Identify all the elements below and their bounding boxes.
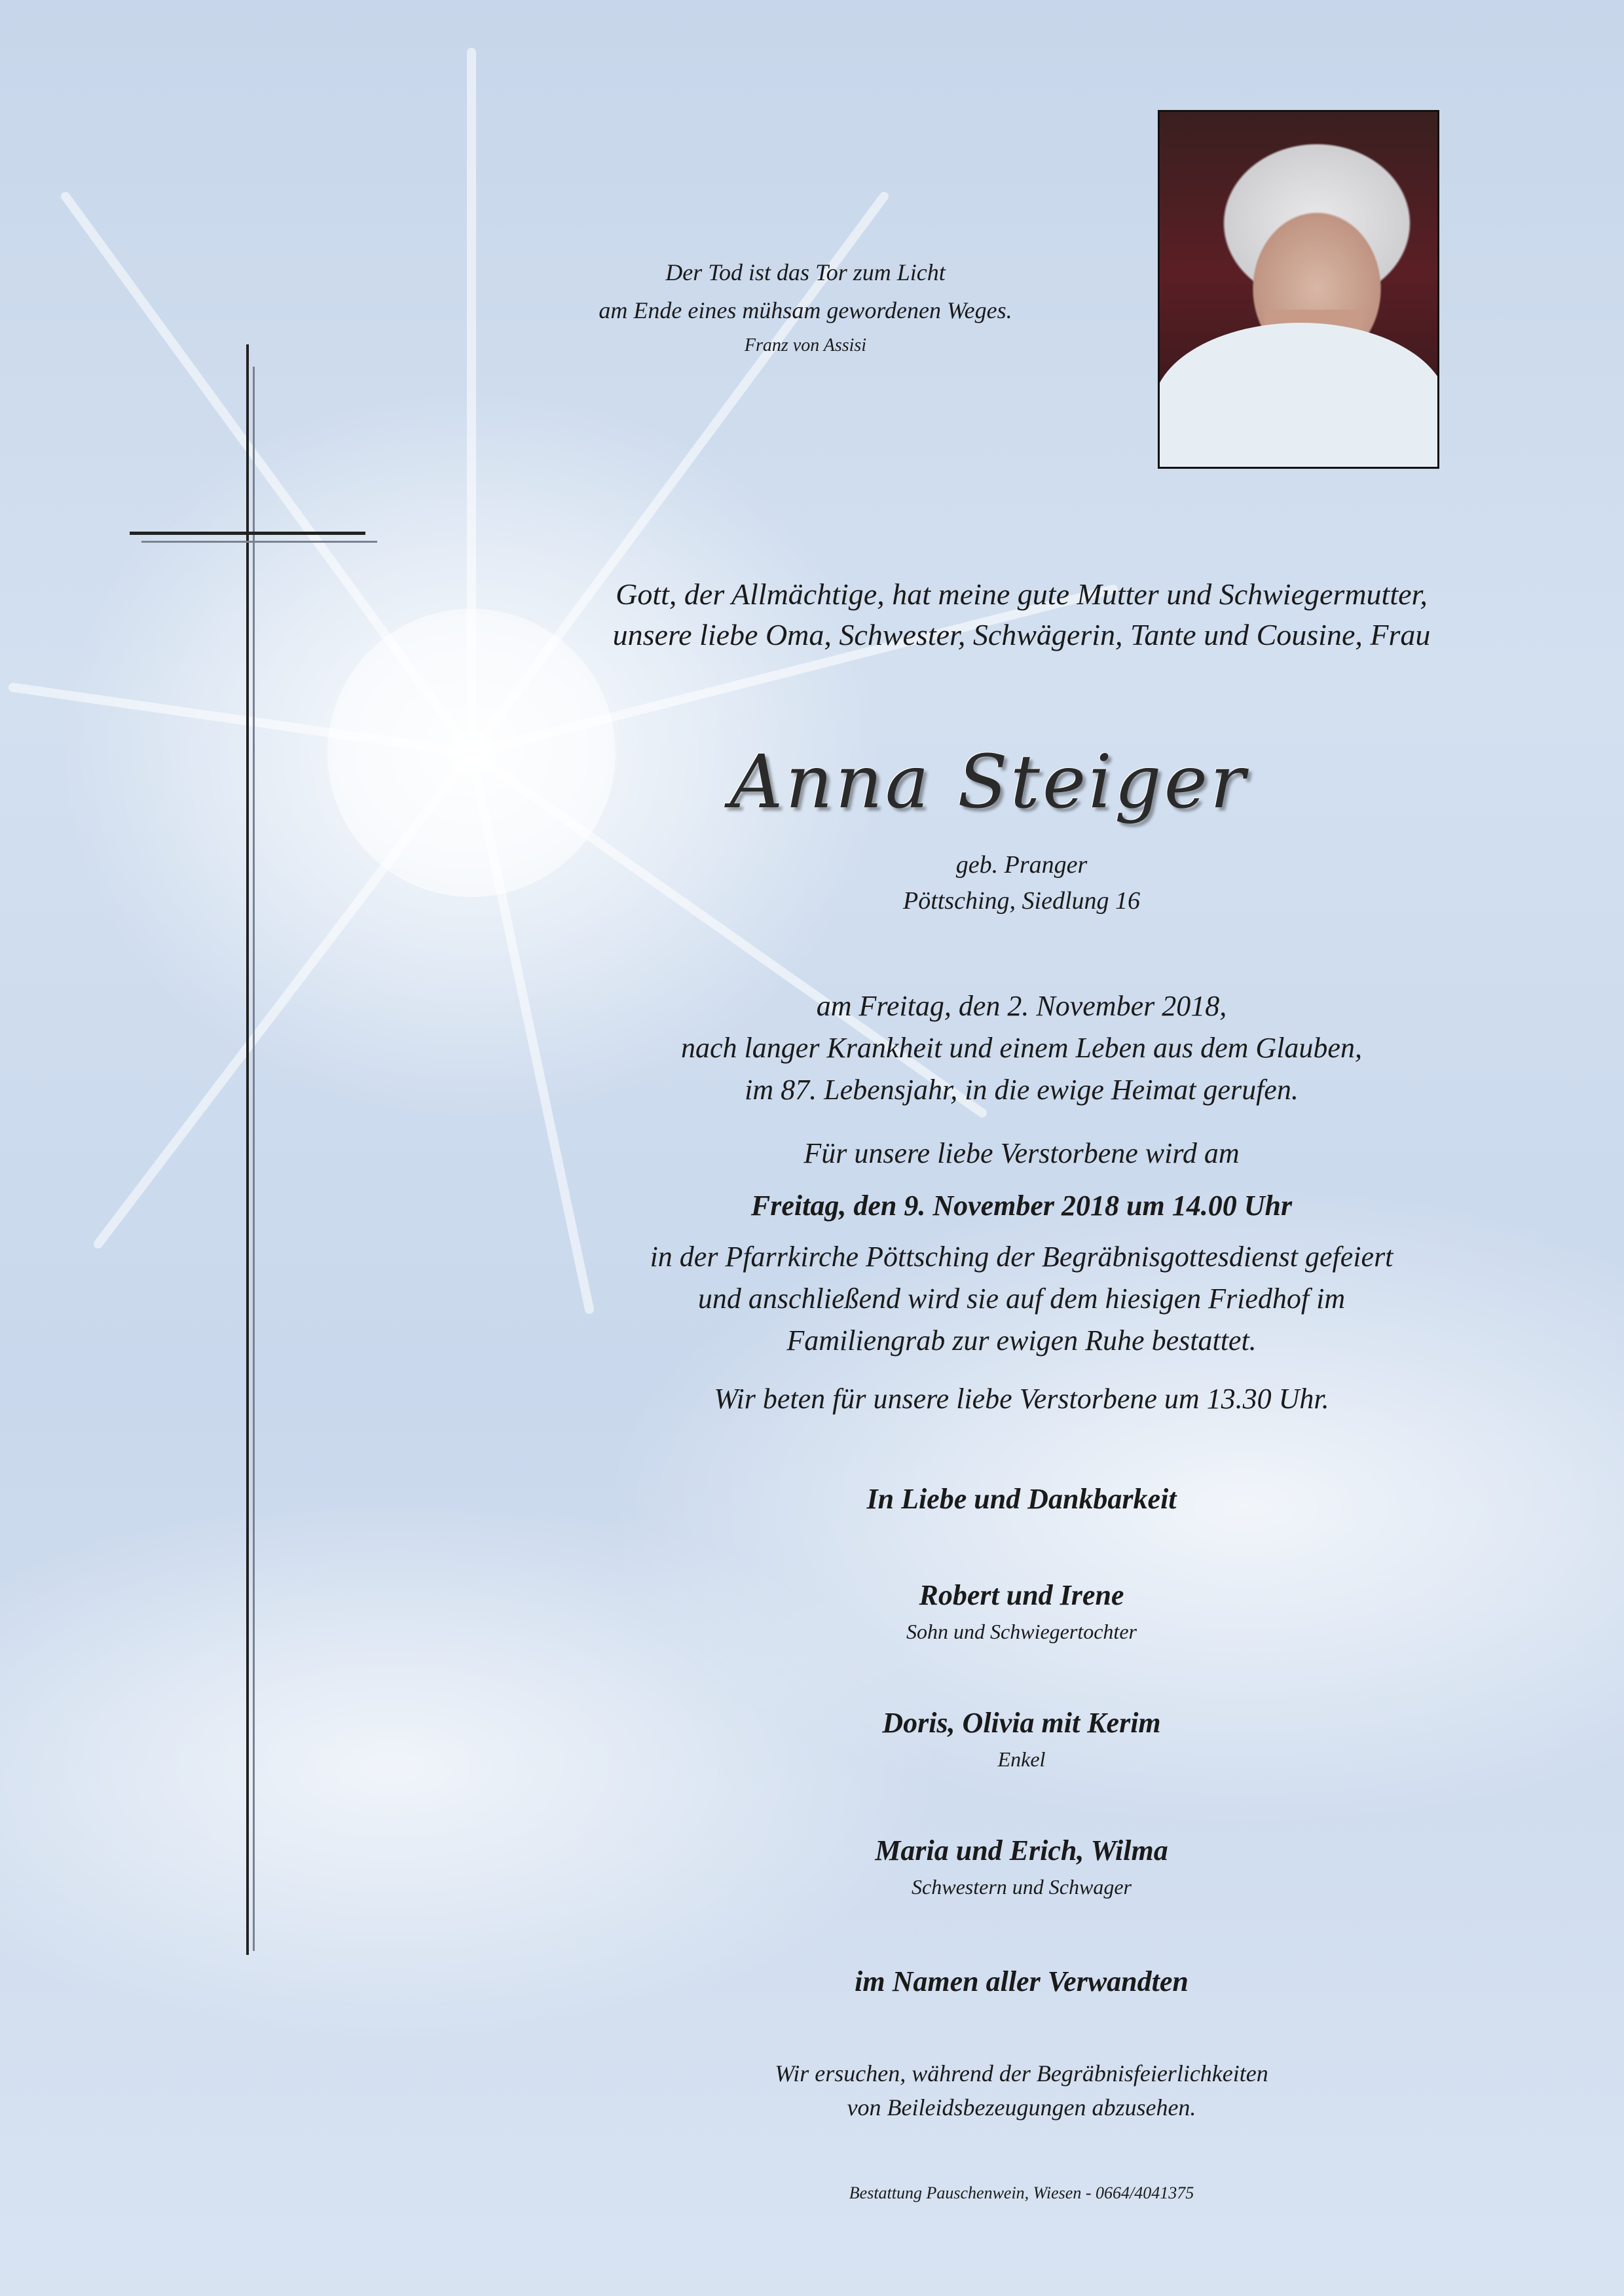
mourners-heading: In Liebe und Dankbarkeit — [866, 1483, 1177, 1515]
deceased-name: Anna Steiger — [729, 740, 1248, 825]
funeral-line-1: Für unsere liebe Verstorbene wird am — [803, 1137, 1240, 1169]
funeral-home-footer: Bestattung Pauschenwein, Wiesen - 0664/4041375 — [849, 2183, 1194, 2202]
mourner-names: Doris, Olivia mit Kerim — [882, 1707, 1161, 1739]
mourner-relation: Schwestern und Schwager — [912, 1875, 1132, 1899]
cross-horizontal-shadow — [141, 541, 377, 543]
intro-line-1: Gott, der Allmächtige, hat meine gute Mutter und Schwiegermutter, — [616, 577, 1428, 611]
mourners-closing: im Namen aller Verwandten — [855, 1965, 1189, 1997]
quote-line-1: Der Tod ist das Tor zum Licht — [665, 259, 946, 285]
death-line-1: am Freitag, den 2. November 2018, — [816, 990, 1227, 1022]
funeral-line-2: in der Pfarrkirche Pöttsching der Begräbnisgottesdienst gefeiert — [650, 1241, 1393, 1273]
request-line-1: Wir ersuchen, während der Begräbnisfeierlichkeiten — [775, 2060, 1268, 2086]
quote-author: Franz von Assisi — [744, 335, 867, 355]
quote-line-2: am Ende eines mühsam gewordenen Weges. — [599, 297, 1012, 323]
funeral-prayer: Wir beten für unsere liebe Verstorbene um 13.30 Uhr. — [714, 1383, 1329, 1415]
death-line-3: im 87. Lebensjahr, in die ewige Heimat gerufen. — [745, 1074, 1299, 1106]
deceased-birth-name: geb. Pranger — [955, 851, 1088, 879]
mourner-relation: Sohn und Schwiegertochter — [906, 1620, 1137, 1643]
cross-vertical-shadow — [253, 367, 255, 1951]
mourner-names: Robert und Irene — [919, 1579, 1124, 1611]
request-line-2: von Beileidsbezeugungen abzusehen. — [847, 2094, 1196, 2121]
portrait-photo — [1158, 110, 1439, 469]
mourner-relation: Enkel — [997, 1747, 1046, 1771]
funeral-date: Freitag, den 9. November 2018 um 14.00 Uhr — [750, 1190, 1293, 1222]
funeral-line-3: und anschließend wird sie auf dem hiesigen Friedhof im — [697, 1283, 1346, 1315]
portrait-shirt — [1158, 323, 1439, 469]
death-line-2: nach langer Krankheit und einem Leben aus dem Glauben, — [681, 1032, 1362, 1064]
deceased-address: Pöttsching, Siedlung 16 — [902, 887, 1141, 915]
cross-vertical-bar — [246, 344, 249, 1955]
cross-horizontal-bar — [130, 532, 365, 535]
intro-line-2: unsere liebe Oma, Schwester, Schwägerin, Tante und Cousine, Frau — [612, 618, 1431, 651]
funeral-line-4: Familiengrab zur ewigen Ruhe bestattet. — [786, 1324, 1257, 1357]
mourner-names: Maria und Erich, Wilma — [875, 1834, 1168, 1867]
